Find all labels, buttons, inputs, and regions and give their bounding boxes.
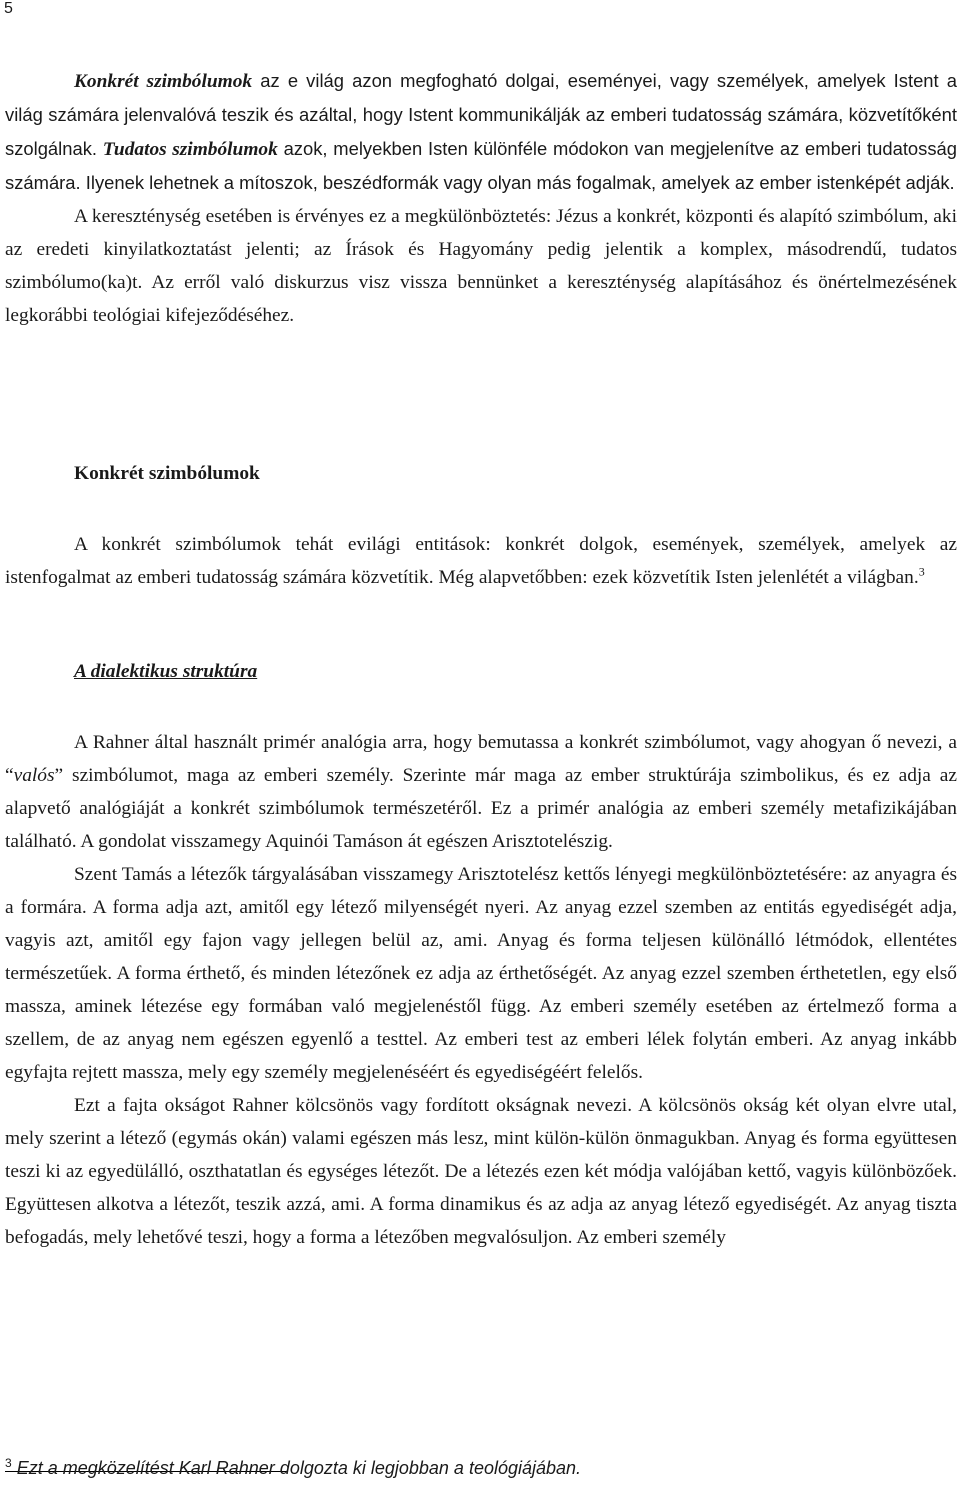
footnote-ref[interactable]: 3 bbox=[918, 564, 925, 579]
footnote: $^3$ Ezt a megközelítést Karl Rahner dolgozta ki legjobban a teológiájában. bbox=[5, 1456, 582, 1478]
section2-paragraph-3: Ezt a fajta okságot Rahner kölcsönös vagy fordított okságnak nevezi. A kölcsönös okság két olyan elvre utal, mely szerint a létező (egymás okán) valami egészen más lesz, mint külön-külön önmagukban. Anyag és forma együttesen teszi ki az egyedülálló, oszthatatlan és egységes létezőt. De a létezés ezen két módja valójában kettő, vagyis különbözőek. Együttesen alkotva a létezőt, teszik azzá, ami. A forma dinamikus és az adja az anyag létező egyediségét. Az anyag tiszta befogadás, mely lehetővé teszi, hogy a forma a létezőben megvalósuljon. Az emberi személy bbox=[5, 1095, 957, 1248]
term-konkret-szimbolumok: Konkrét szimbólumok bbox=[74, 71, 253, 92]
intro-block bbox=[5, 64, 957, 332]
term-tudatos-szimbolumok: Tudatos szimbólumok bbox=[102, 139, 278, 160]
section2-paragraph-1: A Rahner által használt primér analógia arra, hogy bemutassa a konkrét szimbólumot, vagy ahogyan ő nevezi, a “valós” szimbólumot, maga az emberi személy. Szerinte már maga az ember struktúrája szimbolikus, és ez adja az alapvető analógiáját a konkrét szimbólumok természetéről. Ez a primér analógia az emberi személy metafizikájában található. A gondolat visszamegy Aquinói Tamáson át egészen Arisztotelészig. bbox=[5, 732, 957, 852]
section-heading-konkret: Konkrét szimbólumok bbox=[74, 463, 260, 484]
page-number: 5 bbox=[4, 0, 13, 17]
section1-paragraph: A konkrét szimbólumok tehát evilági entitások: konkrét dolgok, események, személyek, amelyek az istenfogalmat az emberi tudatosság számára közvetítik. Még alapvetőbben: ezek közvetítik Isten jelenlétét a világban.$^3$ bbox=[5, 534, 957, 588]
section-heading-dialektikus: A dialektikus struktúra bbox=[74, 661, 258, 682]
footnote-number: 3 bbox=[5, 1456, 12, 1470]
section1-block bbox=[5, 528, 957, 594]
intro-paragraph-1: Konkrét szimbólumok az e világ azon megfogható dolgai, eseményei, vagy személyek, amelyek Istent a világ számára jelenvalóvá teszik és azáltal, hogy Istent kommunikálják az emberi tudatosság számára, közvetítőként szolgálnak. Tudatos szimbólumok azok, melyekben Isten különféle módokon van megjelenítve az emberi tudatosság számára. Ilyenek lehetnek a mítoszok, beszédformák vagy olyan más fogalmak, amelyek az ember istenképét adják. bbox=[5, 70, 958, 193]
section2-paragraph-2: Szent Tamás a létezők tárgyalásában visszamegy Arisztotelész kettős lényegi megkülönböztetésére: az anyagra és a formára. A forma adja azt, amitől egy létező milyenségét nyeri. Az anyag ezzel szemben az entitás egyediségét adja, vagyis azt, amitől egy fajon vagy jellegen belül az, ami. Anyag és forma teljesen különálló létmódok, ellentétes természetűek. A forma érthető, és minden létezőnek ez adja az érthetőségét. Az anyag ezzel szemben érthetetlen, egy első massza, aminek létezése egy formában való megjelenéstől függ. Az emberi személy esetében az értelmező forma a szellem, de az anyag nem egészen egyenlő a testtel. Az emberi test az emberi lélek folytán emberi. Az anyag inkább egyfajta rejtett massza, mely egy személy megjelenéséért és egyediségéért felelős. bbox=[5, 864, 957, 1083]
section2-block bbox=[5, 726, 957, 1254]
intro-paragraph-2: A kereszténység esetében is érvényes ez a megkülönböztetés: Jézus a konkrét, központi és alapító szimbólum, aki az eredeti kinyilatkoztatást jelenti; az Írások és Hagyomány pedig jelentik a komplex, másodrendű, tudatos szimbólumo(ka)t. Az erről való diskurzus visz vissza bennünket a kereszténység alapításához és önértelmezésének legkorábbi teológiai kifejeződéséhez. bbox=[5, 206, 957, 326]
